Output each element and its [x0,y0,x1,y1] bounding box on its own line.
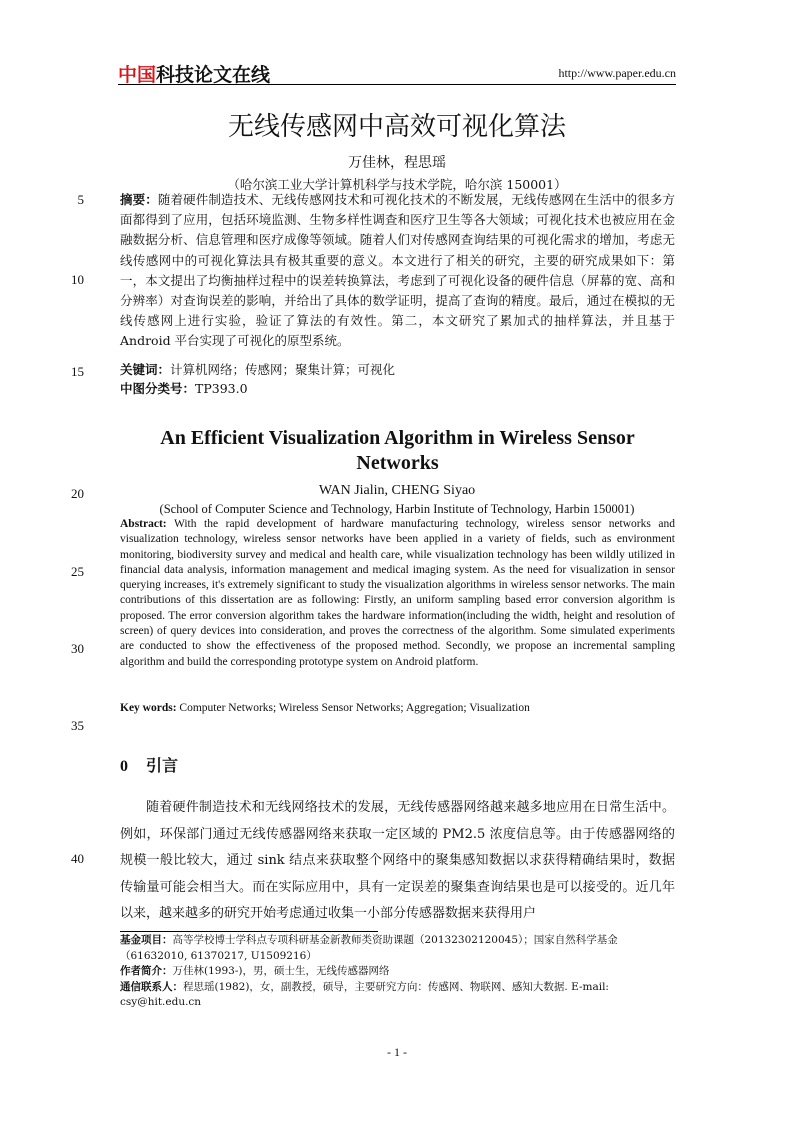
line-number: 10 [71,272,84,287]
affiliation-en: (School of Computer Science and Technology, Harbin Institute of Technology, Harbin 150001) [159,502,635,516]
author-text: 万佳林(1993-)，男，硕士生，无线传感器网络 [172,965,390,977]
keywords-cn [120,360,675,379]
line-number: 30 [71,641,84,656]
line-number: 5 [77,192,84,207]
page-number: - 1 - [387,1045,407,1059]
footnote-author [120,964,675,980]
logo-black-text: 科技论文在线 [156,64,271,86]
abstract-cn-label: 摘要： [120,192,158,207]
clc-number [120,379,675,398]
line-number: 25 [71,564,84,579]
abstract-en-label: Abstract: [120,518,167,530]
footnotes [120,933,675,1011]
keywords-cn-text: 计算机网络；传感网；聚集计算；可视化 [170,362,396,377]
author-label: 作者简介： [120,965,173,977]
authors-cn: 万佳林，程思瑶 [348,155,446,171]
footnote-contact [120,980,675,1011]
authors-en: WAN Jialin, CHENG Siyao [318,483,476,498]
abstract-en [120,517,675,670]
journal-logo [118,60,270,87]
section-heading [120,753,178,776]
line-number: 20 [71,486,84,501]
paper-title-en: An Efficient Visualization Algorithm in Wireless Sensor Networks [160,427,635,474]
abstract-en-text: With the rapid development of hardware manufacturing technology, wireless sensor networks and visualization technology, wireless sensor networks have been applied in a variety of fields, such as environment monitoring, biodiversity survey and medical and health care, while visualization technology has been wildly utilized in financial data analysis, information management and medical imaging system. As the need for visualization in sensor querying increases, it's extremely significant to study the visualization algorithms in wireless sensor networks. The main contributions of this dissertation are as following: Firstly, an uniform sampling based error conversion algorithm is proposed. The error conversion algorithm takes the hardware information(including the width, height and resolution of screen) of query devices into consideration, and proves the correctness of the algorithm. Some simulated experiments are conducted to show the effectiveness of the proposed method. Secondly, we propose an incremental sampling algorithm and build the corresponding prototype system on Android platform. [120,518,675,668]
keywords-block-cn [120,360,675,398]
fund-text: 高等学校博士学科点专项科研基金新教师类资助课题（20132302120045）；国家自然科学基金（61632010, 61370217, U1509216） [120,934,618,962]
keywords-en-text: Computer Networks; Wireless Sensor Networks; Aggregation; Visualization [176,702,530,714]
keywords-cn-label: 关键词： [120,362,171,377]
section-number: 0 [120,758,128,775]
contact-text: 程思瑶(1982)，女，副教授，硕导，主要研究方向：传感网、物联网、感知大数据. E-mail: csy@hit.edu.cn [120,980,609,1008]
section-title: 引言 [146,756,179,775]
page-header [118,58,676,85]
fund-label: 基金项目： [120,934,173,946]
contact-label: 通信联系人： [120,980,183,993]
abstract-cn [120,190,675,352]
abstract-cn-text: 随着硬件制造技术、无线传感网技术和可视化技术的不断发展，无线传感网在生活中的很多方面都得到了应用，包括环境监测、生物多样性调查和医疗卫生等各大领域；可视化技术也被应用在金融数据分析、信息管理和医疗成像等领域。随着人们对传感网查询结果的可视化需求的增加，考虑无线传感网中的可视化算法具有极其重要的意义。本文进行了相关的研究，主要的研究成果如下：第一，本文提出了均衡抽样过程中的误差转换算法，考虑到了可视化设备的硬件信息（屏幕的宽、高和分辨率）对查询误差的影响，并给出了具体的数学证明，提高了查询的精度。最后，通过在模拟的无线传感网上进行实验，验证了算法的有效性。第二，本文研究了累加式的抽样算法，并且基于 Android 平台实现了可视化的原型系统。 [120,192,675,349]
keywords-en-label: Key words: [120,702,177,714]
line-number: 35 [71,718,84,733]
line-number: 40 [71,851,84,866]
keywords-en [120,701,675,716]
paper-title-cn: 无线传感网中高效可视化算法 [227,112,566,142]
footnote-fund [120,933,675,964]
clc-text: TP393.0 [195,381,248,396]
clc-label: 中图分类号： [120,381,196,396]
line-number: 15 [71,364,84,379]
footnote-divider [120,931,378,932]
site-url[interactable]: http://www.paper.edu.cn [558,66,676,80]
affiliation-cn: （哈尔滨工业大学计算机科学与技术学院，哈尔滨 150001） [227,177,567,192]
body-paragraph: 随着硬件制造技术和无线网络技术的发展，无线传感器网络越来越多地应用在日常生活中。例如，环保部门通过无线传感器网络来获取一定区域的 PM2.5 浓度信息等。由于传感器网络的规模一般比较大，通过 sink 结点来获取整个网络中的聚集感知数据以求获得精确结果时，数据传输量可能会相当大。而在实际应用中，具有一定误差的聚集查询结果也是可以接受的。近几年以来，越来越多的研究开始考虑通过收集一小部分传感器数据来获得用户 [120,800,675,921]
logo-red-text: 中国 [118,64,157,86]
